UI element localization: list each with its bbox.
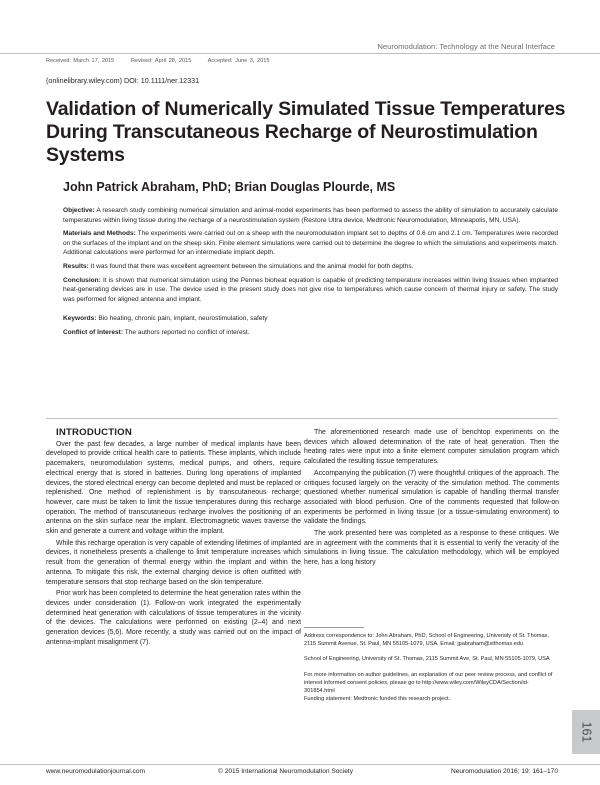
conflict-of-interest <box>63 328 558 338</box>
right-column <box>304 428 559 570</box>
funding-note: Funding statement: Medtronic funded this research project. <box>304 696 451 703</box>
conflict-text: The authors reported no conflict of interest. <box>124 328 250 336</box>
conflict-label: Conflict of Interest: <box>63 328 124 336</box>
intro-paragraph: Prior work has been completed to determine the heat generation rates within the devices under consideration (1). Follow-on work integrated the experimentally determined heat generation with calculations of tissue temperatures in the vicinity of the devices. The calculations were performed on existing (2–4) and next generation devices (5,6). More recently, a study was carried out on the impact of antenna-implant misalignment (7). <box>46 590 301 646</box>
revised-date: Revised: April 28, 2015 <box>130 58 192 64</box>
methods-label: Materials and Methods: <box>63 230 136 238</box>
intro-paragraph: Accompanying the publication (7) were thoughtful critiques of the approach. The critiques focused largely on the veracity of the simulation method. The comments questioned whether numerical simulation is capable of handling thermal transfer associated with blood perfusion. One of the comments requested that follow-on experiments be performed in living tissue (or a tissue-simulating environment) to validate the findings. <box>304 469 559 526</box>
doi-line: (onlinelibrary.wiley.com) DOI: 10.1111/ner.12331 <box>46 76 200 85</box>
results-label: Results: <box>63 262 89 270</box>
methods-text: The experiments were carried out on a sheep with the neuromodulation implant set to depths of 0.6 cm and 2.1 cm. Temperatures were recorded on the surfaces of the implant and on the sheep skin. Finite element simulations were carried out to determine the degree to which the simulations and experiments match. Additional calculations were performed for an intermediate implant depth. <box>63 230 559 257</box>
keywords-text: Bio heating, chronic pain, implant, neurostimulation, safety <box>98 315 268 323</box>
abstract-divider <box>46 418 558 419</box>
intro-paragraph: The work presented here was completed as a response to these critiques. We are in agreement with the comments that it is essential to verify the veracity of the simulations in living tissue. The calculation methodology, which will be employed here, has a long history <box>304 530 559 567</box>
header-rule <box>0 53 600 54</box>
abstract <box>63 206 558 342</box>
objective-label: Objective: <box>63 207 95 214</box>
citation-line: Neuromodulation 2016; 19: 161–170 <box>450 768 558 775</box>
page-number: 161 <box>578 721 593 743</box>
abstract-objective <box>63 206 558 225</box>
copyright-notice: © 2015 International Neuromodulation Society <box>218 768 353 775</box>
section-heading-introduction: INTRODUCTION <box>56 427 132 438</box>
article-dates <box>46 58 283 64</box>
results-text: It was found that there was excellent agreement between the simulations and the animal model for both depths. <box>90 262 414 270</box>
affiliation-note: School of Engineering, University of St. Thomas, 2115 Summit Ave, St. Paul, MN 55105-1079, USA <box>304 656 550 663</box>
abstract-methods <box>63 229 558 258</box>
keywords <box>63 314 558 324</box>
abstract-results <box>63 262 558 272</box>
left-column <box>46 428 301 649</box>
journal-website-link[interactable]: www.neuromodulationjournal.com <box>46 768 145 775</box>
conclusion-label: Conclusion: <box>63 276 101 284</box>
guidelines-note: For more information on author guidelines, an explanation of our peer review process, and conflict of interest informed consent policies, please go to http://www.wiley.com/WileyCDA/Section/id-301854.html <box>304 671 553 695</box>
page-number-tab <box>572 710 600 754</box>
correspondence-note: Address correspondence to: John Abraham, PhD, School of Engineering, University of St. Thomas, 2115 Summit Avenue, St. Paul, MN 55105-1079, USA. Email: jpabraham@stthomas.edu <box>304 633 549 648</box>
footnotes <box>304 632 556 703</box>
keywords-label: Keywords: <box>63 315 97 323</box>
intro-paragraph: The aforementioned research made use of benchtop experiments on the devices which allowed determination of the rate of heat generation. Then the heating rates were input into a finite element computer simulation program which calculated the resulting tissue temperatures. <box>304 429 559 466</box>
abstract-conclusion <box>63 276 558 305</box>
objective-text: A research study combining numerical simulation and animal-model experiments has been performed to assess the ability of simulation to accurately calculate temperatures within living tissue during the recharge of a neurostimulation system (Restore Ultra device, Medtronic Neuromodulation, Minneapolis, MN, USA). <box>63 207 558 224</box>
intro-paragraph: Over the past few decades, a large number of medical implants have been developed to provide critical health care to patients. These implants, which include pacemakers, neuromodulation systems, medical pumps, and others, require electrical energy that is stored in batteries. During long operations of implanted devices, the stored electrical energy can become depleted and must be replaced or replenished. One method of replenishment is by transcutaneous recharge; however, care must be taken to limit the tissue temperatures during this recharge operation. The method of transcutaneous recharge involves the positioning of an antenna on the skin surface near the implant. Electromagnetic waves traverse the skin and generate a current and voltage within the implant. <box>46 440 301 536</box>
article-title: Validation of Numerically Simulated Tissue Temperatures During Transcutaneous Recharge of Neurostimulation Systems <box>46 98 566 166</box>
footnote-rule <box>304 627 364 628</box>
author-list: John Patrick Abraham, PhD; Brian Douglas Plourde, MS <box>63 180 396 194</box>
footer-rule <box>0 764 600 765</box>
running-head: Neuromodulation: Technology at the Neural Interface <box>377 42 555 51</box>
conclusion-text: It is shown that numerical simulation using the Pennes bioheat equation is capable of predicting temperature increases within living tissues when implanted heat-generating devices are in use. The device used in the present study does not give rise to temperatures which cause concern of thermal injury or safety. The study was performed for aligned antenna and implant. <box>63 276 558 303</box>
received-date: Received: March 17, 2015 <box>46 58 115 64</box>
intro-paragraph: While this recharge operation is very capable of extending lifetimes of implanted devices, it nonetheless presents a challenge to limit temperature increases which result from the generation of thermal energy within the implant and within the antenna. To mitigate this risk, the external charging device is often outfitted with temperature sensors that stop recharge based on the skin temperature. <box>46 539 301 586</box>
accepted-date: Accepted: June 3, 2015 <box>207 58 270 64</box>
